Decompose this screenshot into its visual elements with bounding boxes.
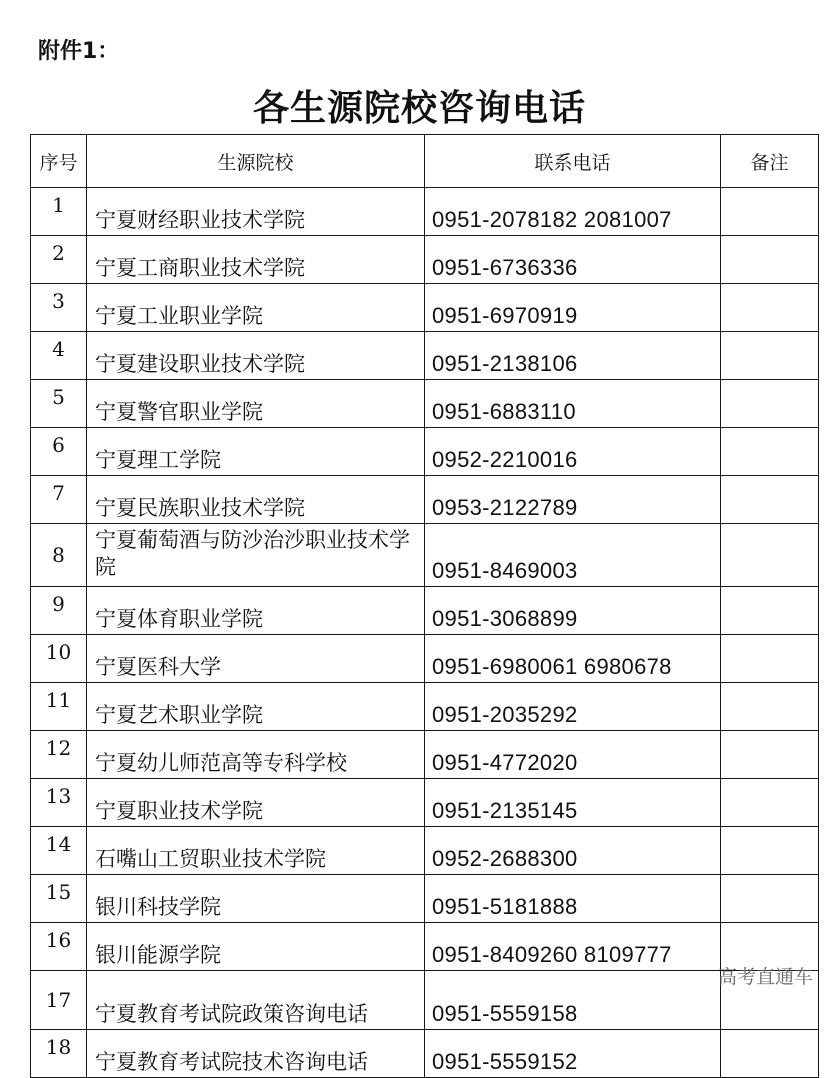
- table-row: [31, 779, 819, 827]
- row-school: 银川科技学院: [87, 875, 425, 923]
- row-note: [721, 284, 819, 332]
- row-school: 宁夏教育考试院技术咨询电话: [87, 1030, 425, 1078]
- row-phone: 0952-2210016: [425, 428, 721, 476]
- row-school: 宁夏理工学院: [87, 428, 425, 476]
- table-row: [31, 428, 819, 476]
- row-school: 宁夏工业职业学院: [87, 284, 425, 332]
- row-index: 15: [31, 875, 87, 923]
- header-school: 生源院校: [87, 135, 425, 188]
- table-header-row: [31, 135, 819, 188]
- row-school: 宁夏工商职业技术学院: [87, 236, 425, 284]
- row-phone: 0951-6736336: [425, 236, 721, 284]
- row-school: 宁夏职业技术学院: [87, 779, 425, 827]
- table-row: [31, 587, 819, 635]
- row-index: 13: [31, 779, 87, 827]
- table-row: [31, 476, 819, 524]
- row-phone: 0951-2138106: [425, 332, 721, 380]
- row-school: 银川能源学院: [87, 923, 425, 971]
- row-note: [721, 827, 819, 875]
- row-school: 宁夏民族职业技术学院: [87, 476, 425, 524]
- row-index: 4: [31, 332, 87, 380]
- row-note: [721, 236, 819, 284]
- row-school: 宁夏警官职业学院: [87, 380, 425, 428]
- row-index: 8: [31, 524, 87, 587]
- row-index: 17: [31, 971, 87, 1030]
- row-note: [721, 635, 819, 683]
- table-row: [31, 380, 819, 428]
- row-phone: 0951-6970919: [425, 284, 721, 332]
- row-school: 石嘴山工贸职业技术学院: [87, 827, 425, 875]
- table-row: [31, 236, 819, 284]
- row-note: [721, 875, 819, 923]
- table-row: [31, 683, 819, 731]
- row-phone: 0951-5181888: [425, 875, 721, 923]
- row-phone: 0953-2122789: [425, 476, 721, 524]
- row-phone: 0951-6980061 6980678: [425, 635, 721, 683]
- attachment-label: 附件1：: [38, 39, 120, 64]
- row-note: [721, 188, 819, 236]
- row-note: [721, 524, 819, 587]
- contact-table: [30, 134, 819, 1078]
- table-row: [31, 875, 819, 923]
- row-index: 3: [31, 284, 87, 332]
- row-index: 1: [31, 188, 87, 236]
- row-index: 18: [31, 1030, 87, 1078]
- row-note: [721, 779, 819, 827]
- row-note: [721, 476, 819, 524]
- row-phone: 0951-3068899: [425, 587, 721, 635]
- header-index: 序号: [31, 135, 87, 188]
- table-row: [31, 635, 819, 683]
- header-note: 备注: [721, 135, 819, 188]
- table-row: [31, 188, 819, 236]
- table-row: [31, 1030, 819, 1078]
- row-school: 宁夏医科大学: [87, 635, 425, 683]
- row-phone: 0951-5559152: [425, 1030, 721, 1078]
- row-school: 宁夏艺术职业学院: [87, 683, 425, 731]
- row-index: 9: [31, 587, 87, 635]
- row-school: 宁夏幼儿师范高等专科学校: [87, 731, 425, 779]
- page-title: 各生源院校咨询电话: [252, 88, 586, 129]
- row-index: 12: [31, 731, 87, 779]
- row-index: 2: [31, 236, 87, 284]
- row-index: 10: [31, 635, 87, 683]
- row-school: 宁夏财经职业技术学院: [87, 188, 425, 236]
- row-phone: 0951-6883110: [425, 380, 721, 428]
- row-index: 16: [31, 923, 87, 971]
- table-row: [31, 524, 819, 587]
- row-school: 宁夏葡萄酒与防沙治沙职业技术学院: [87, 524, 425, 587]
- row-phone: 0952-2688300: [425, 827, 721, 875]
- row-school: 宁夏建设职业技术学院: [87, 332, 425, 380]
- row-note: [721, 1030, 819, 1078]
- table-row: [31, 284, 819, 332]
- row-note: [721, 683, 819, 731]
- row-index: 5: [31, 380, 87, 428]
- row-index: 7: [31, 476, 87, 524]
- row-index: 11: [31, 683, 87, 731]
- row-index: 14: [31, 827, 87, 875]
- watermark: 高考直通车: [717, 966, 813, 988]
- row-note: [721, 380, 819, 428]
- table-row: [31, 332, 819, 380]
- header-phone: 联系电话: [425, 135, 721, 188]
- table-row: [31, 731, 819, 779]
- row-phone: 0951-2135145: [425, 779, 721, 827]
- row-note: [721, 428, 819, 476]
- row-phone: 0951-5559158: [425, 971, 721, 1030]
- row-note: [721, 332, 819, 380]
- row-note: [721, 731, 819, 779]
- row-phone: 0951-8409260 8109777: [425, 923, 721, 971]
- table-row: [31, 923, 819, 971]
- row-phone: 0951-4772020: [425, 731, 721, 779]
- row-phone: 0951-2035292: [425, 683, 721, 731]
- row-school: 宁夏教育考试院政策咨询电话: [87, 971, 425, 1030]
- row-index: 6: [31, 428, 87, 476]
- row-note: [721, 587, 819, 635]
- row-school: 宁夏体育职业学院: [87, 587, 425, 635]
- table-row: [31, 971, 819, 1030]
- table-row: [31, 827, 819, 875]
- row-phone: 0951-2078182 2081007: [425, 188, 721, 236]
- row-phone: 0951-8469003: [425, 524, 721, 587]
